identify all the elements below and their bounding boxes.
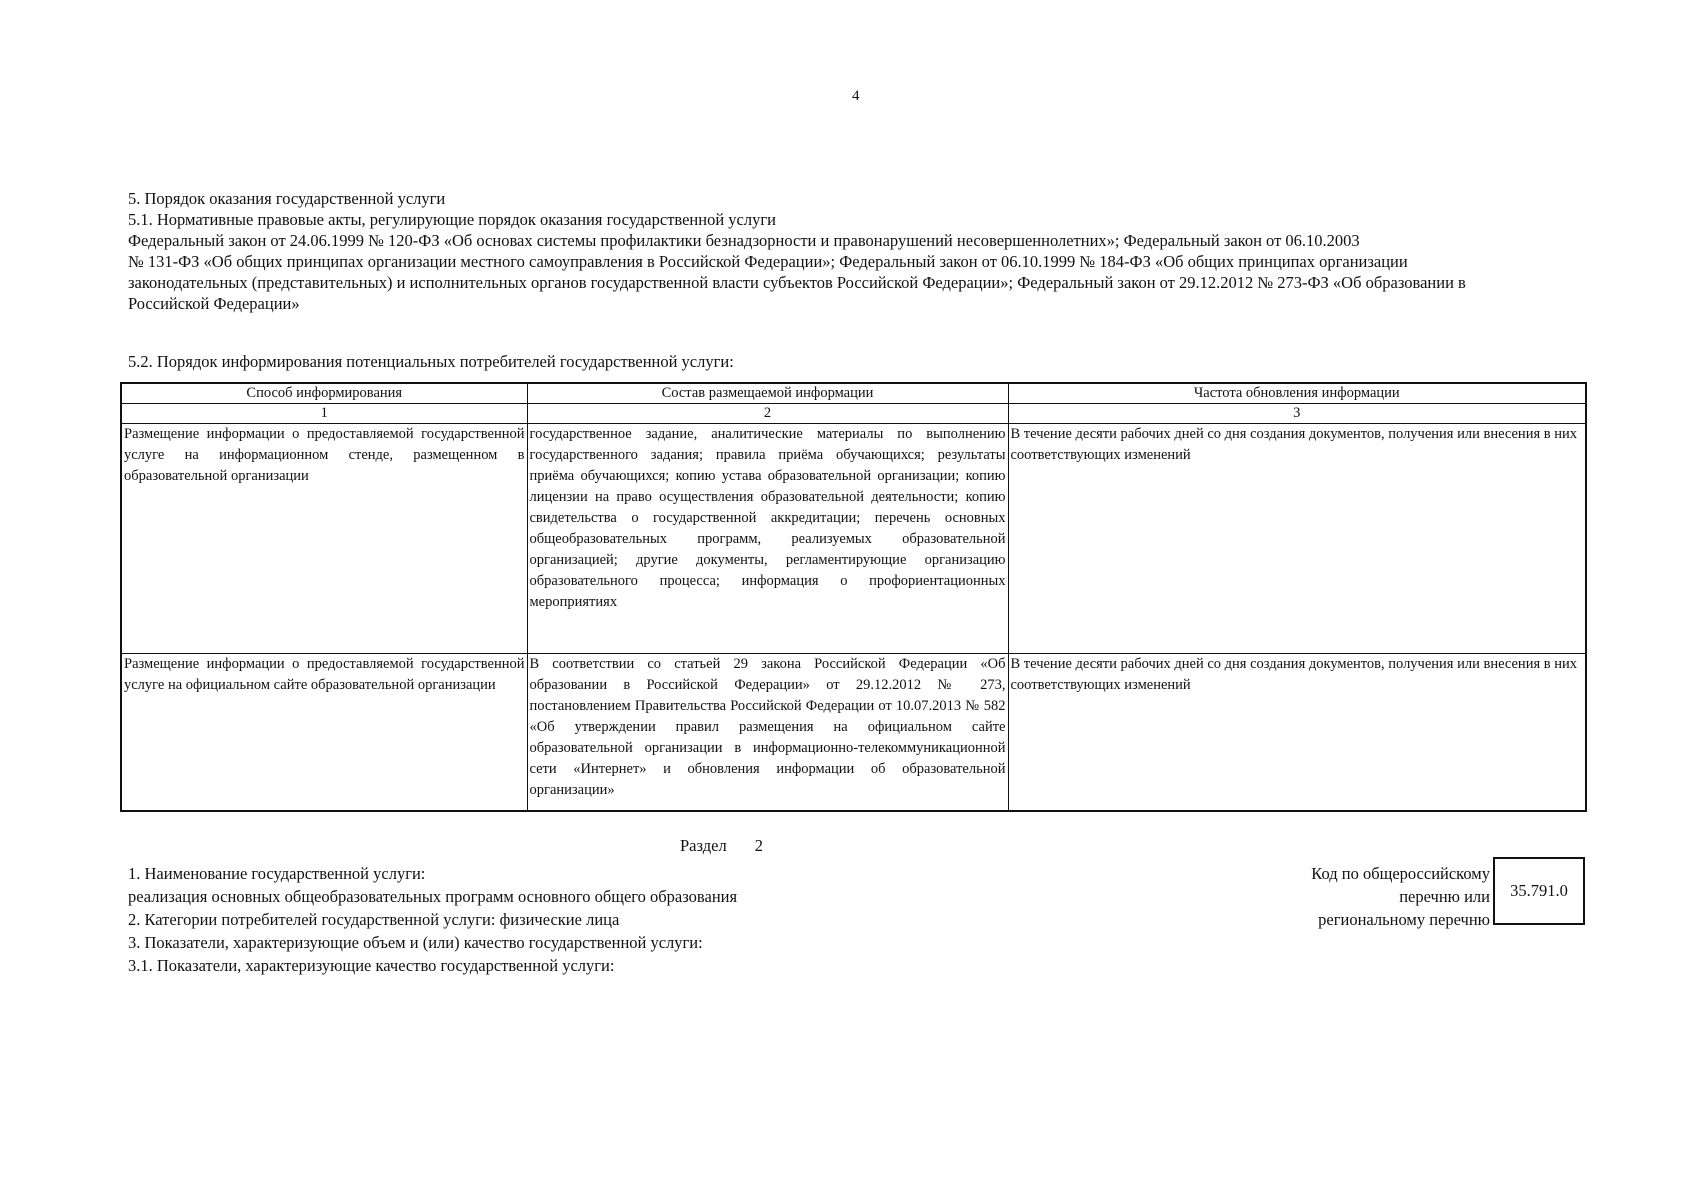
section-heading: 5. Порядок оказания государственной услуги — [128, 189, 446, 208]
method-cell: Размещение информации о предоставляемой государственной услуге на информационном стенде, размещенном в образовательной организации — [121, 424, 527, 654]
quality-indicators-heading: 3.1. Показатели, характеризующие качество государственной услуги: — [128, 956, 615, 975]
informing-table — [120, 382, 1587, 812]
table-row — [121, 424, 1586, 654]
code-value: 35.791.0 — [1510, 881, 1568, 900]
code-label-line: перечню или — [1399, 887, 1490, 906]
method-cell: Размещение информации о предоставляемой государственной услуге на официальном сайте образовательной организации — [121, 654, 527, 812]
table-header-row — [121, 383, 1586, 404]
section-number: 2 — [754, 836, 763, 855]
section-5 — [128, 188, 1588, 314]
frequency-cell: В течение десяти рабочих дней со дня создания документов, получения или внесения в них соответствующих изменений — [1008, 424, 1586, 654]
law-line: Российской Федерации» — [128, 294, 300, 313]
column-header: Частота обновления информации — [1008, 383, 1586, 404]
informing-heading: 5.2. Порядок информирования потенциальных потребителей государственной услуги: — [128, 352, 734, 371]
code-label — [1250, 862, 1490, 931]
column-header: Состав размещаемой информации — [527, 383, 1008, 404]
column-header: Способ информирования — [121, 383, 527, 404]
frequency-cell: В течение десяти рабочих дней со дня создания документов, получения или внесения в них соответствующих изменений — [1008, 654, 1586, 812]
code-label-line: региональному перечню — [1318, 910, 1490, 929]
law-line: Федеральный закон от 24.06.1999 № 120-ФЗ «Об основах системы профилактики безнадзорности и правонарушений несовершеннолетних»; Федеральный закон от 06.10.2003 — [128, 231, 1360, 250]
column-number: 1 — [121, 404, 527, 424]
column-number: 3 — [1008, 404, 1586, 424]
service-name-label: 1. Наименование государственной услуги: — [128, 864, 426, 883]
code-label-line: Код по общероссийскому — [1311, 864, 1490, 883]
section-2 — [128, 862, 1278, 977]
section-title — [680, 836, 763, 856]
service-name-value: реализация основных общеобразовательных программ основного общего образования — [128, 887, 738, 906]
code-value-box — [1493, 857, 1585, 925]
indicators-heading: 3. Показатели, характеризующие объем и (или) качество государственной услуги: — [128, 933, 703, 952]
subsection-heading: 5.1. Нормативные правовые акты, регулирующие порядок оказания государственной услуги — [128, 210, 776, 229]
content-cell: В соответствии со статьей 29 закона Российской Федерации «Об образовании в Российской Федерации» от 29.12.2012 № 273, постановлением Правительства Российской Федерации от 10.07.2013 № 582 «Об утверждении правил размещения на официальном сайте образовательной организации в информационно-телекоммуникационной сети «Интернет» и обновления информации об образовательной организации» — [527, 654, 1008, 812]
page-number: 4 — [852, 88, 860, 104]
law-line: законодательных (представительных) и исполнительных органов государственной власти субъектов Российской Федерации»; Федеральный закон от 29.12.2012 № 273-ФЗ «Об образовании в — [128, 273, 1466, 292]
table-row — [121, 654, 1586, 812]
section-label: Раздел — [680, 836, 727, 855]
column-number: 2 — [527, 404, 1008, 424]
column-number-row — [121, 404, 1586, 424]
content-cell: государственное задание, аналитические материалы по выполнению государственного задания; правила приёма обучающихся; результаты приёма обучающихся; копию устава образовательной организации; копию лицензии на право осуществления образовательной деятельности; копию свидетельства о государственной аккредитации; перечень основных общеобразовательных программ, реализуемых образовательной организацией; другие документы, регламентирующие организацию образовательного процесса; информация о профориентационных мероприятиях — [527, 424, 1008, 654]
consumer-category: 2. Категории потребителей государственной услуги: физические лица — [128, 910, 620, 929]
law-line: № 131-ФЗ «Об общих принципах организации местного самоуправления в Российской Федерации»; Федеральный закон от 06.10.1999 № 184-ФЗ «Об общих принципах организации — [128, 252, 1408, 271]
